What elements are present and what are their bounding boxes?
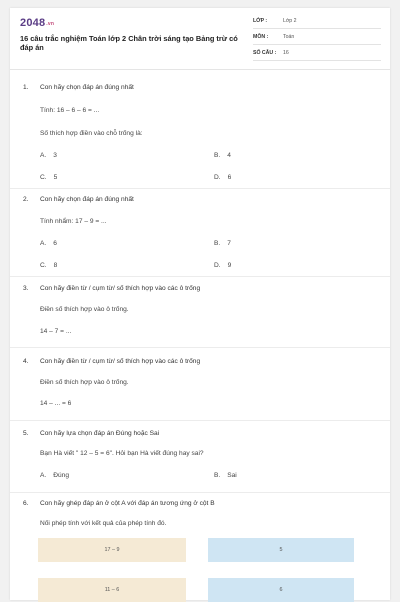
meta-count-value: 16 [283, 50, 289, 56]
option-b[interactable]: B. Sai [214, 472, 237, 479]
question-prompt: Con hãy điền từ / cụm từ/ số thích hợp vào các ô trống [40, 285, 201, 292]
question-text: Bạn Hà viết " 12 – 5 = 6". Hỏi bạn Hà viết đúng hay sai? [40, 450, 204, 457]
meta-grade-label: LỚP : [253, 18, 268, 24]
meta-count-label: SỐ CÂU : [253, 50, 277, 56]
document-header [10, 8, 390, 70]
match-column-a-item[interactable]: 17 – 9 [38, 538, 186, 562]
meta-subject-label: MÔN : [253, 34, 269, 40]
question-equation[interactable]: 14 – 7 = ... [40, 328, 72, 335]
question-divider [10, 276, 390, 277]
site-logo[interactable]: $2048^{.vn}$ [20, 17, 55, 29]
question-number: 2. [23, 196, 29, 203]
question-text: Nối phép tính với kết quả của phép tính đó. [40, 520, 167, 527]
meta-grade [253, 16, 381, 29]
question-number: 5. [23, 430, 29, 437]
question-prompt: Con hãy chọn đáp án đúng nhất [40, 196, 134, 203]
option-a[interactable]: A. 6 [40, 240, 57, 247]
question-text: Tính: 16 – 6 – 6 = ... [40, 107, 100, 114]
option-b[interactable]: B. 7 [214, 240, 231, 247]
question-divider [10, 347, 390, 348]
question-number: 1. [23, 84, 29, 91]
question-text: Điền số thích hợp vào ô trống. [40, 306, 129, 313]
option-d[interactable]: D. 9 [214, 262, 232, 269]
question-prompt: Con hãy điền từ / cụm từ/ số thích hợp vào các ô trống [40, 358, 201, 365]
match-column-b-item[interactable]: 5 [208, 538, 354, 562]
question-number: 4. [23, 358, 29, 365]
question-text: Tính nhẩm: 17 – 9 = ... [40, 218, 107, 225]
question-equation[interactable]: 14 – ... = 6 [40, 400, 72, 407]
option-d[interactable]: D. 6 [214, 174, 232, 181]
question-number: 3. [23, 285, 29, 292]
question-prompt: Con hãy lựa chọn đáp án Đúng hoặc Sai [40, 430, 160, 437]
question-prompt: Con hãy chọn đáp án đúng nhất [40, 84, 134, 91]
question-text: Số thích hợp điền vào chỗ trống là: [40, 130, 143, 137]
meta-count [253, 48, 381, 61]
document-title: 16 câu trắc nghiệm Toán lớp 2 Chân trời sáng tạo Bảng trừ có đáp án [20, 34, 238, 52]
option-c[interactable]: C. 8 [40, 262, 58, 269]
document-page [10, 8, 390, 600]
option-a[interactable]: A. 3 [40, 152, 57, 159]
question-divider [10, 492, 390, 493]
question-number: 6. [23, 500, 29, 507]
option-c[interactable]: C. 5 [40, 174, 58, 181]
question-divider [10, 420, 390, 421]
meta-subject [253, 32, 381, 45]
question-divider [10, 188, 390, 189]
question-prompt: Con hãy ghép đáp án ở cột A với đáp án tương ứng ở cột B [40, 500, 215, 507]
meta-subject-value: Toán [283, 34, 295, 40]
option-a[interactable]: A. Đúng [40, 472, 69, 479]
option-b[interactable]: B. 4 [214, 152, 231, 159]
question-text: Điền số thích hợp vào ô trống. [40, 379, 129, 386]
meta-grade-value: Lớp 2 [283, 18, 297, 24]
match-column-a-item[interactable]: 11 – 6 [38, 578, 186, 602]
match-column-b-item[interactable]: 6 [208, 578, 354, 602]
header-divider [10, 69, 390, 70]
